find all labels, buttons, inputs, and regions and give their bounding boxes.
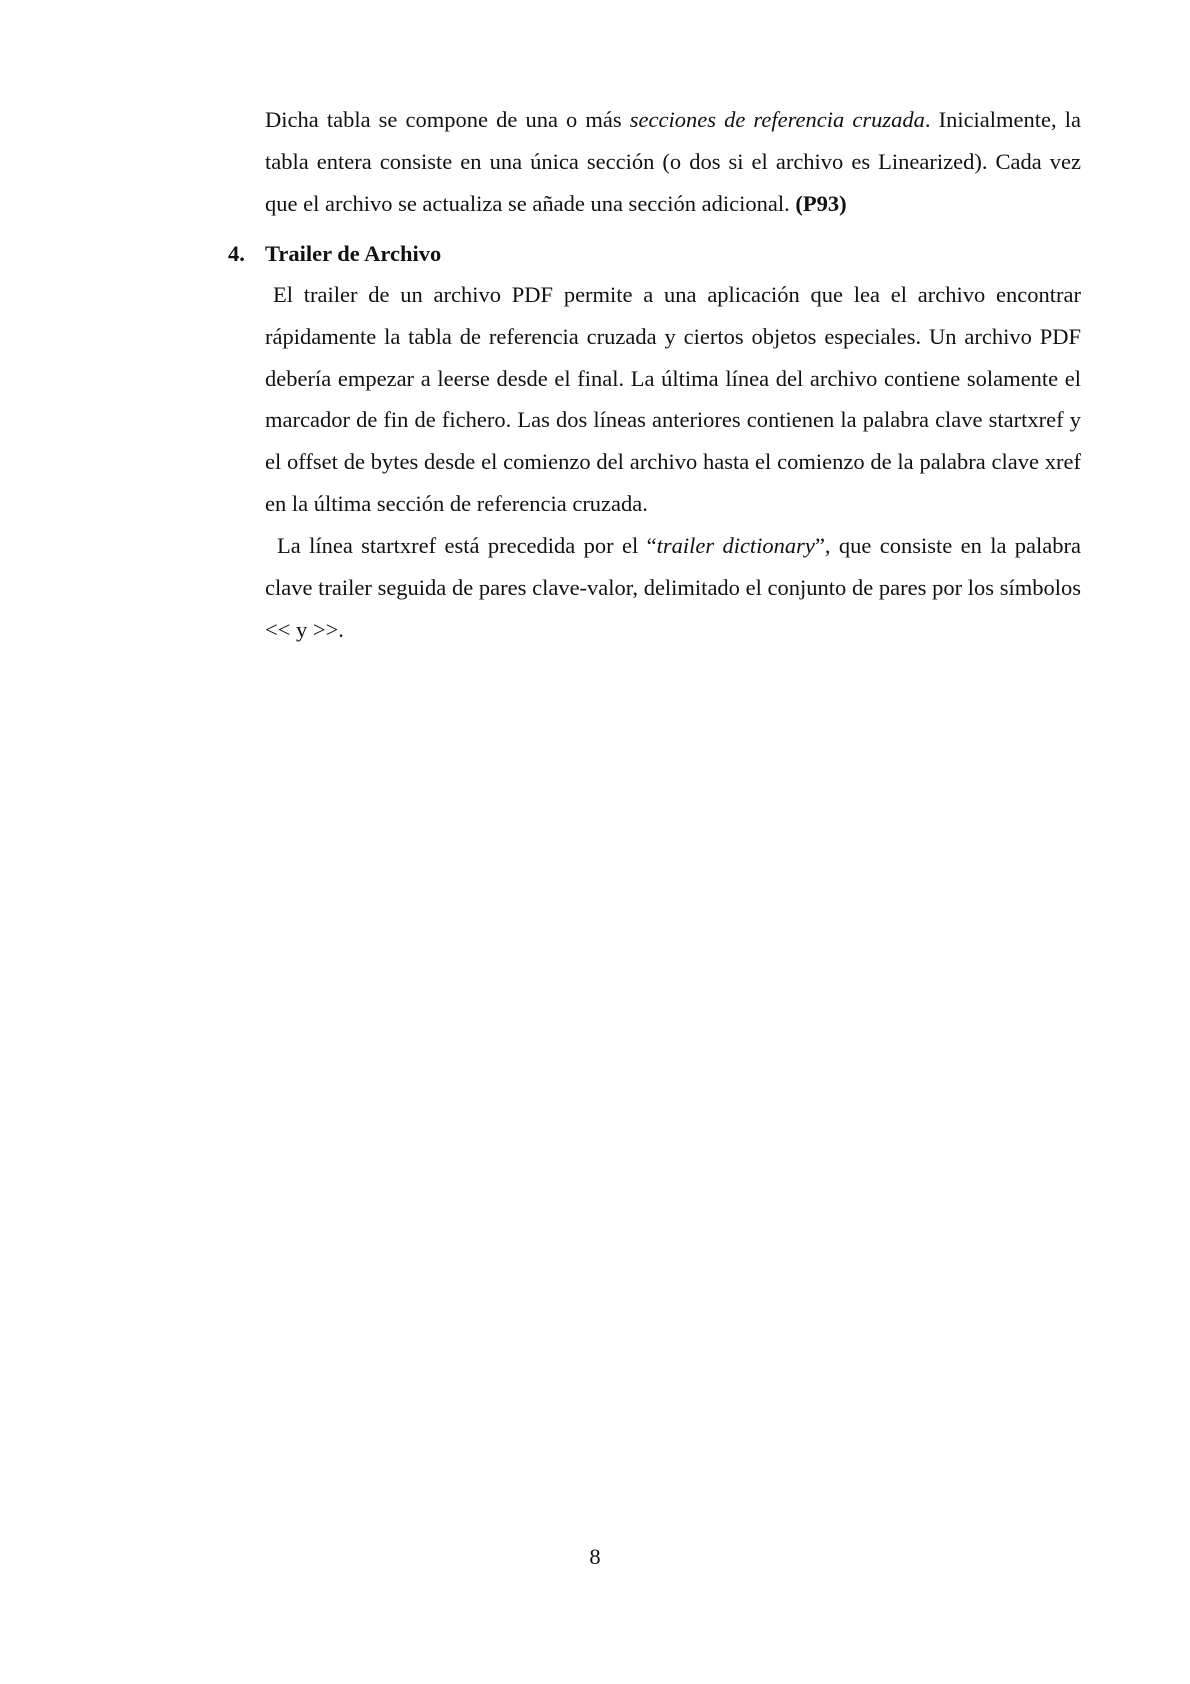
paragraph-trailer-dictionary <box>265 525 1081 650</box>
paragraph-trailer-description: El trailer de un archivo PDF permite a una aplicación que lea el archivo encontrar rápidamente la tabla de referencia cruzada y ciertos objetos especiales. Un archivo PDF debería empezar a leerse desde el final. La última línea del archivo contiene solamente el marcador de fin de fichero. Las dos líneas anteriores contienen la palabra clave startxref y el offset de bytes desde el comienzo del archivo hasta el comienzo de la palabra clave xref en la última sección de referencia cruzada. <box>265 282 1081 516</box>
section-number: 4. <box>228 241 245 266</box>
para1-emphasis: secciones de referencia cruzada <box>629 107 925 132</box>
para3-text-start: La línea startxref está precedida por el “ <box>277 533 657 558</box>
paragraph-xref-sections <box>265 99 1081 224</box>
para3-emphasis: trailer dictionary <box>656 533 815 558</box>
page-reference: (P93) <box>795 190 847 216</box>
section-title: Trailer de Archivo <box>265 241 442 266</box>
para1-text-start: Dicha tabla se compone de una o más <box>265 107 630 132</box>
para3-text-end: ”, que consiste en la palabra clave trailer seguida de pares clave-valor, delimitado el conjunto de pares por los símbolos << y >>. <box>265 533 1081 642</box>
para1-text-end: . Inicialmente, la tabla entera consiste en una única sección (o dos si el archivo es Linearized). Cada vez que el archivo se actualiza se añade una sección adicional. <box>265 107 1081 216</box>
page-number: 8 <box>589 1544 601 1569</box>
section-heading <box>228 236 441 272</box>
